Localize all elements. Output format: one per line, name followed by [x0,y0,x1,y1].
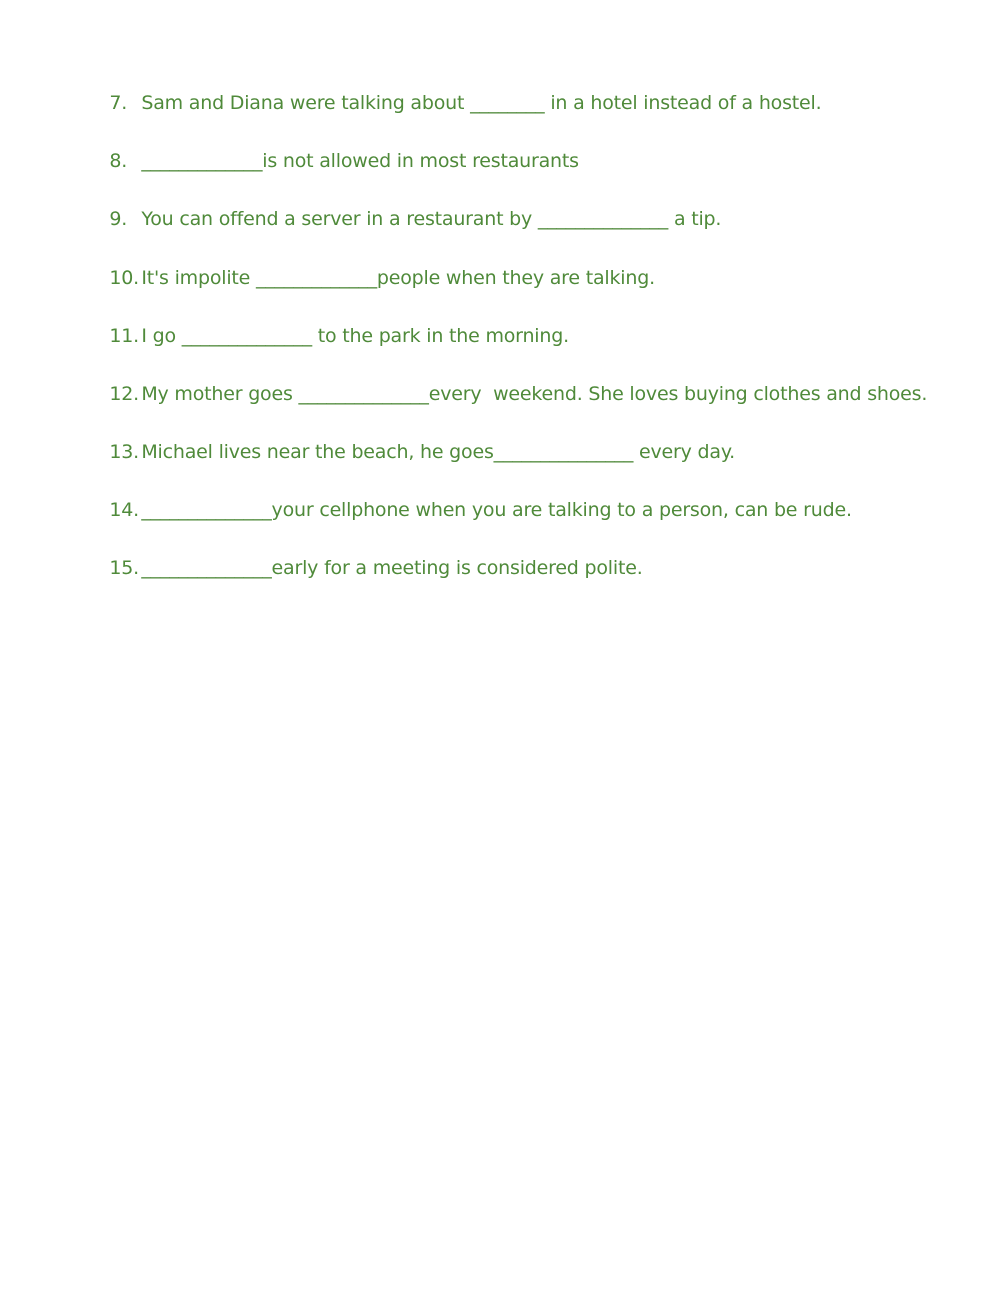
question-7 [86,58,986,114]
question-number: 13. [109,441,139,463]
question-number: 10. [109,267,139,289]
question-8 [86,116,986,172]
question-text: Michael lives near the beach, he goes_______________ every day. [141,441,735,463]
question-text: You can offend a server in a restaurant by ______________ a tip. [141,208,722,230]
question-text: ______________early for a meeting is considered polite. [141,557,643,579]
question-number: 15. [109,557,139,579]
question-number: 8. [109,150,128,172]
question-number: 12. [109,383,139,405]
question-number: 11. [109,325,139,347]
question-9 [86,174,986,230]
question-text: ______________your cellphone when you are talking to a person, can be rude. [141,499,852,521]
question-14 [86,465,986,521]
question-text: My mother goes ______________every weekend. She loves buying clothes and shoes. [141,383,928,405]
question-number: 7. [109,92,128,114]
question-11 [86,291,986,347]
question-number: 9. [109,208,128,230]
question-text: Sam and Diana were talking about ________ in a hotel instead of a hostel. [141,92,822,114]
question-12 [86,349,986,405]
question-10 [86,233,986,289]
question-13 [86,407,986,463]
question-text: _____________is not allowed in most restaurants [141,150,579,172]
question-number: 14. [109,499,139,521]
question-15 [86,523,986,579]
question-text: I go ______________ to the park in the morning. [141,325,569,347]
question-text: It's impolite _____________people when they are talking. [141,267,655,289]
